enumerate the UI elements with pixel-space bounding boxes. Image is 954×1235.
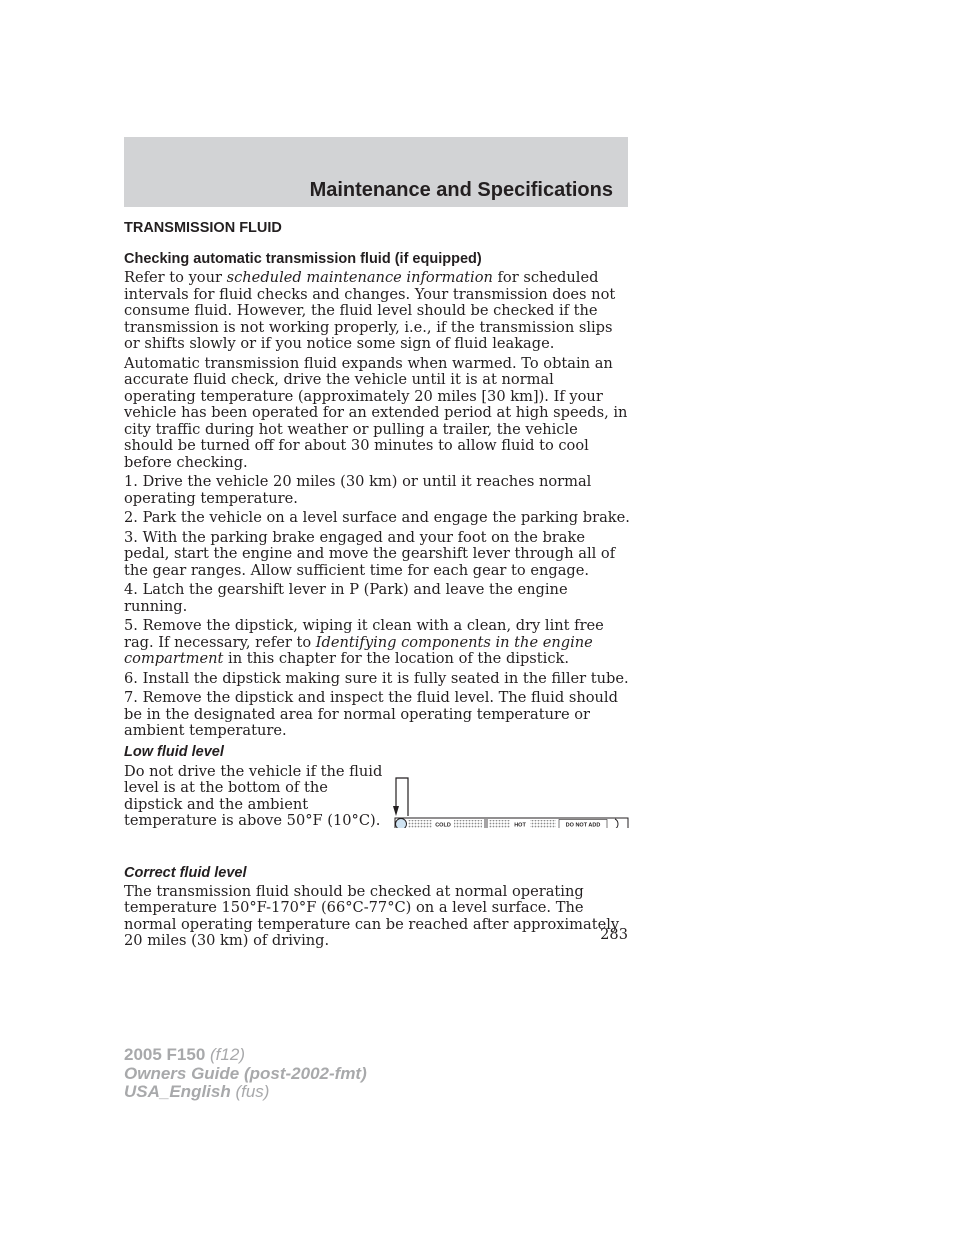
page-content (124, 218, 630, 953)
step-5-italic: Identifying components in the engine compartment (124, 633, 593, 667)
dipstick-label-hot: HOT (514, 822, 526, 828)
footer-line-model (124, 1046, 367, 1065)
page-number: 283 (600, 926, 628, 943)
hot-hatch-right (530, 820, 556, 828)
subheading-checking-fluid: Checking automatic transmission fluid (if equipped) (124, 251, 482, 267)
dipstick-illustration (393, 768, 631, 828)
dipstick-label-do-not-add: DO NOT ADD (565, 822, 601, 828)
paragraph-expansion: Automatic transmission fluid expands when warmed. To obtain an accurate fluid check, drive the vehicle until it is at normal operating temperature (approximately 20 miles [30 km]). If your vehicle has been operated for an extended period at high speeds, in city traffic during hot weather or pulling a trailer, the vehicle should be turned off for about 30 minutes to allow fluid to cool before checking. (124, 354, 628, 471)
paragraph-intro-italic: scheduled maintenance information (226, 269, 493, 286)
correct-fluid-text: The transmission fluid should be checked at normal operating temperature 150°F-170°F (66°C-77°C) on a level surface. The normal operating temperature can be reached after approximately 20 miles (30 km) of driving. (124, 882, 620, 949)
cold-hatch-left (408, 820, 432, 828)
step-1: 1. Drive the vehicle 20 miles (30 km) or until it reaches normal operating temperature. (124, 473, 592, 507)
step-4: 4. Latch the gearshift lever in P (Park) and leave the engine running. (124, 581, 568, 615)
level-indicator-arrowhead (393, 806, 399, 816)
section-header-band (124, 137, 628, 207)
level-indicator-bracket (396, 778, 408, 816)
footer-line-locale (124, 1083, 367, 1102)
footer-model-code: (f12) (205, 1045, 245, 1064)
step-7: 7. Remove the dipstick and inspect the fluid level. The fluid should be in the designated area for normal operating temperature or ambient temperature. (124, 689, 618, 739)
cold-hatch-right (454, 820, 482, 828)
step-2: 2. Park the vehicle on a level surface and engage the parking brake. (124, 509, 630, 526)
step-6: 6. Install the dipstick making sure it is fully seated in the filler tube. (124, 669, 629, 687)
footer-locale-code: (fus) (230, 1082, 270, 1101)
step-5-after: in this chapter for the location of the dipstick. (223, 650, 569, 667)
footer-model: 2005 F150 (124, 1045, 206, 1064)
paragraph-intro-after: for scheduled intervals for fluid checks and changes. Your transmission does not consume fluid. However, the fluid level should be checked if the transmission is not working properly, i.e., if the transmission slips or shifts slowly or if you notice some sign of fluid leakage. (124, 269, 616, 352)
paragraph-intro (124, 270, 630, 353)
heading-low-fluid-level: Low fluid level (124, 743, 224, 760)
heading-transmission-fluid: TRANSMISSION FLUID (124, 220, 282, 236)
footer-guide: Owners Guide (post-2002-fmt) (124, 1063, 367, 1083)
step-3: 3. With the parking brake engaged and your foot on the brake pedal, start the engine and move the gearshift lever through all of the gear ranges. Allow sufficient time for each gear to engage. (124, 528, 616, 579)
paragraph-intro-before: Refer to your (124, 269, 227, 286)
section-title: Maintenance and Specifications (309, 179, 613, 201)
hot-hatch-left (489, 820, 510, 828)
heading-correct-fluid-level: Correct fluid level (124, 864, 247, 881)
low-fluid-section (124, 764, 630, 864)
document-footer (124, 1046, 367, 1102)
dipstick-tip (396, 818, 407, 828)
step-5-before: 5. Remove the dipstick, wiping it clean with a clean, dry lint free rag. If necessary, refer to (124, 617, 604, 651)
step-5 (124, 618, 630, 668)
low-fluid-text: Do not drive the vehicle if the fluid level is at the bottom of the dipstick and the ambient temperature is above 50°F (10°C). (124, 762, 383, 829)
dipstick-label-cold: COLD (435, 822, 451, 828)
footer-locale: USA_English (124, 1082, 231, 1101)
